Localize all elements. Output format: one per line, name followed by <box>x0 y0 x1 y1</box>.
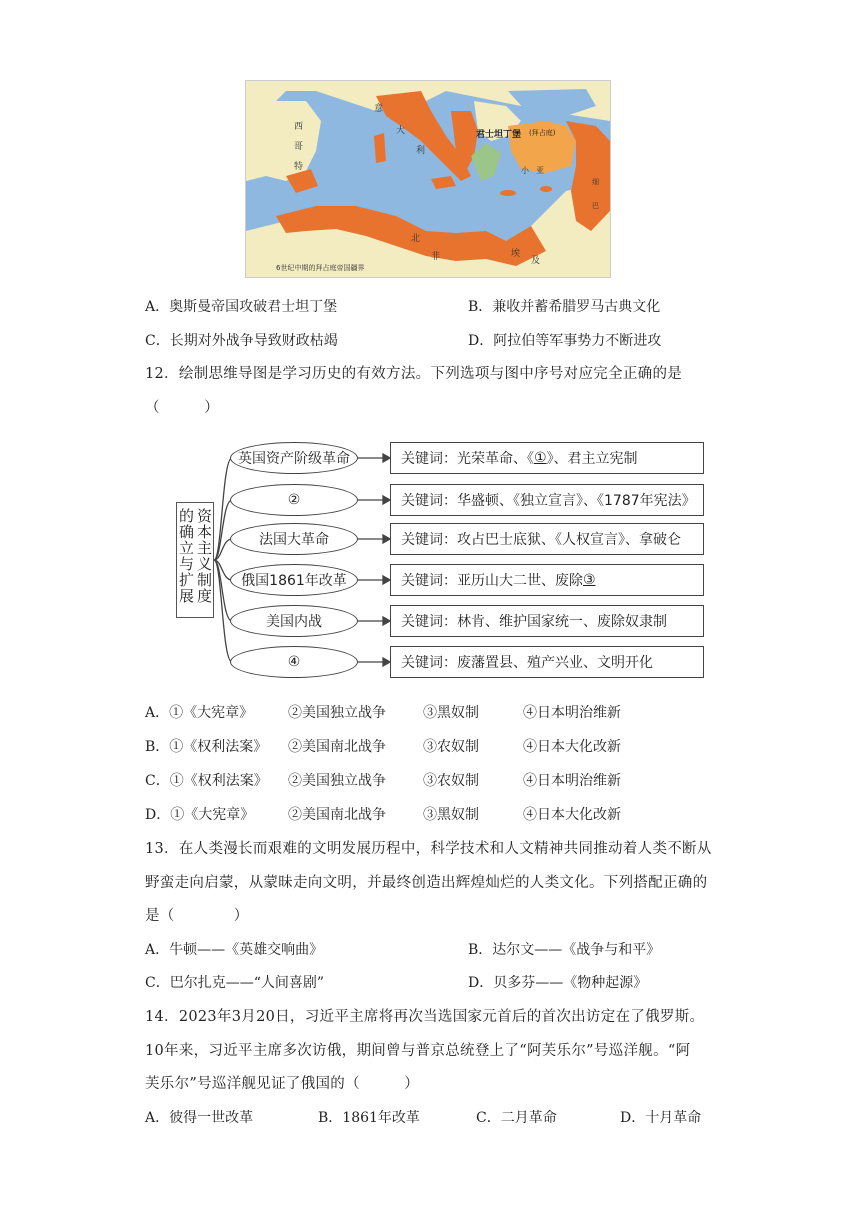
q14-stem-line-1: 14．2023年3月20日，习近平主席将再次当选国家元首后的首次出访定在了俄罗斯。 <box>145 1009 705 1025</box>
q14-option-a[interactable]: A．彼得一世改革 <box>145 1110 254 1126</box>
q14-stem-line-3: 芙乐尔”号巡洋舰见证了俄国的（ ） <box>145 1076 420 1092</box>
map-label: 埃 <box>511 249 521 259</box>
option-part: ②美国南北战争 <box>288 739 386 755</box>
option-part: ②美国独立战争 <box>288 705 386 721</box>
mindmap-node-3: 法国大革命 <box>230 523 358 555</box>
option-part: ④日本明治维新 <box>523 705 621 721</box>
keyword-text: 关键词：光荣革命、《 <box>401 451 534 467</box>
mindmap-root-label: 资本主义制度的确立与扩展 <box>177 508 213 604</box>
map-label: 特 <box>294 162 304 172</box>
option-part: ③农奴制 <box>423 739 479 755</box>
q14-option-b[interactable]: B．1861年改革 <box>318 1110 420 1126</box>
q12-answer-bracket: （ ） <box>145 400 219 416</box>
map-label: 巴 <box>592 202 599 210</box>
mindmap-root <box>176 502 214 618</box>
map-label: 及 <box>531 256 541 266</box>
map-label: 西 <box>294 122 304 132</box>
map-label: 北 <box>411 234 421 244</box>
option-part: ③黑奴制 <box>423 705 479 721</box>
q14-stem-line-2: 10年来，习近平主席多次访俄，期间曾与普京总统登上了“阿芙乐尔”号巡洋舰。“阿 <box>145 1043 691 1059</box>
option-part: ④日本大化改新 <box>523 807 621 823</box>
map-label: (拜占庭) <box>529 129 556 137</box>
keyword-box-4 <box>390 564 704 596</box>
option-part: B．①《权利法案》 <box>145 739 268 755</box>
map-label: 意 <box>374 104 384 114</box>
q13-stem-line-1: 13．在人类漫长而艰难的文明发展历程中，科学技术和人文精神共同推动着人类不断从 <box>145 841 712 857</box>
q13-option-b[interactable]: B．达尔文——《战争与和平》 <box>468 942 661 958</box>
keyword-text: 关键词：亚历山大二世、废除 <box>401 573 583 589</box>
q13-stem-line-3: 是（ ） <box>145 908 249 924</box>
mindmap-node-2: ② <box>230 484 358 516</box>
q12-stem: 12．绘制思维导图是学习历史的有效方法。下列选项与图中序号对应完全正确的是 <box>145 366 683 382</box>
option-part: C．①《权利法案》 <box>145 773 268 789</box>
option-part: ③农奴制 <box>423 773 479 789</box>
option-part: ④日本明治维新 <box>523 773 621 789</box>
keyword-box-3 <box>390 523 704 555</box>
keyword-box-2 <box>390 484 704 516</box>
q13-stem-line-2: 野蛮走向启蒙，从蒙昧走向文明，并最终创造出辉煌灿烂的人类文化。下列搭配正确的 <box>145 875 708 891</box>
keyword-box-5 <box>390 605 704 637</box>
q11-option-b[interactable]: B．兼收并蓄希腊罗马古典文化 <box>468 299 661 315</box>
option-part: ②美国南北战争 <box>288 807 386 823</box>
map-caption: 6世纪中期的拜占庭帝国疆界 <box>276 264 365 272</box>
q14-option-d[interactable]: D．十月革命 <box>620 1110 702 1126</box>
option-part: D．①《大宪章》 <box>145 807 255 823</box>
map-label: 非 <box>431 252 441 262</box>
map-label: 亚 <box>536 166 544 175</box>
q11-option-c[interactable]: C．长期对外战争导致财政枯竭 <box>145 333 338 349</box>
map-label: 小 <box>521 166 529 175</box>
keyword-text: 》、君主立宪制 <box>546 451 638 467</box>
mindmap-node-6: ④ <box>230 646 358 678</box>
byzantine-map <box>245 80 611 278</box>
map-label: 细 <box>592 178 599 186</box>
q13-option-a[interactable]: A．牛顿——《英雄交响曲》 <box>145 942 324 958</box>
mindmap-node-4: 俄国1861年改革 <box>230 564 358 596</box>
keyword-text: 关键词：林肯、维护国家统一、废除奴隶制 <box>401 614 667 630</box>
q13-option-d[interactable]: D．贝多芬——《物种起源》 <box>468 975 648 991</box>
map-label: 哥 <box>294 142 304 152</box>
map-label: 利 <box>416 146 426 156</box>
blank-mark: ① <box>534 450 547 466</box>
keyword-box-6 <box>390 646 704 678</box>
q11-option-a[interactable]: A．奥斯曼帝国攻破君士坦丁堡 <box>145 299 338 315</box>
option-part: ④日本大化改新 <box>523 739 621 755</box>
map-label: 君士坦丁堡 <box>476 130 522 140</box>
q11-option-d[interactable]: D．阿拉伯等军事势力不断进攻 <box>468 333 662 349</box>
option-part: ③黑奴制 <box>423 807 479 823</box>
option-part: A．①《大宪章》 <box>145 705 254 721</box>
keyword-text: 关键词：攻占巴士底狱、《人权宣言》、拿破仑 <box>401 532 681 548</box>
q14-option-c[interactable]: C．二月革命 <box>476 1110 557 1126</box>
keyword-text: 关键词：华盛顿、《独立宣言》、《1787年宪法》 <box>401 493 696 509</box>
keyword-box-1 <box>390 442 704 474</box>
blank-mark: ③ <box>583 572 596 588</box>
map-label: 大 <box>396 126 406 136</box>
mindmap-node-1: 英国资产阶级革命 <box>230 442 358 474</box>
q13-option-c[interactable]: C．巴尔扎克——“人间喜剧” <box>145 975 325 991</box>
keyword-text: 关键词：废藩置县、殖产兴业、文明开化 <box>401 655 653 671</box>
mindmap-node-5: 美国内战 <box>230 605 358 637</box>
option-part: ②美国独立战争 <box>288 773 386 789</box>
